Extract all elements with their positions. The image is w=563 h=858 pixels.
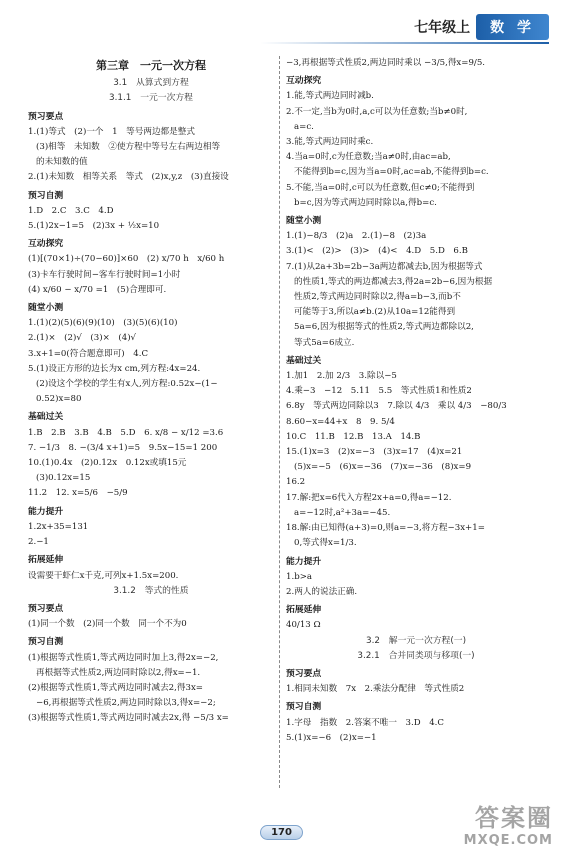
answer-line: b=c,因为等式两边同时除以a,得b=c. (294, 197, 437, 208)
answer-line: (3)卡车行驶时间−客车行驶时间=1小时 (28, 269, 181, 280)
answer-line: 等式5a=6成立. (294, 337, 355, 348)
answer-line: 4.乘−3 −12 5.11 5.5 等式性质1和性质2 (286, 386, 472, 397)
section-heading: 预习自测 (286, 702, 322, 713)
answer-line: a=−12时,a²+3a=−45. (294, 507, 391, 518)
right-answers (286, 56, 546, 746)
answer-line: −3,再根据等式性质2,两边同时乘以 −3/5,得x=9/5. (286, 58, 486, 68)
answer-line: 1.B 2.B 3.B 4.B 5.D 6. x/8 − x/12 =3.6 (28, 427, 224, 438)
answer-line: 7.(1)从2a+3b=2b−3a两边都减去b,因为根据等式 (286, 261, 483, 272)
answer-line: 再根据等式性质2,两边同时除以2,得x=−1. (36, 667, 201, 678)
answer-line: 5.(1)x=−6 (2)x=−1 (286, 732, 377, 743)
answer-line: 15.(1)x=3 (2)x=−3 (3)x=17 (4)x=21 (286, 447, 463, 458)
answer-line: 5.不能,当a=0时,c可以为任意数,但c≠0;不能得到 (286, 182, 475, 193)
section-heading: 基础过关 (286, 355, 322, 366)
watermark-en: MXQE.COM (463, 833, 553, 848)
section-heading: 预习自测 (28, 637, 64, 648)
answer-line: 7. −1/3 8. −(3/4 x+1)=5 9.5x−15=1 200 (28, 442, 218, 453)
answer-line: 3.(1)< (2)> (3)> (4)< 4.D 5.D 6.B (286, 246, 468, 257)
header-rule (260, 42, 549, 44)
answer-line: 的未知数的值 (36, 157, 88, 168)
answer-line: 1.加1 2.加 2/3 3.除以−5 (286, 371, 397, 382)
section-heading: 能力提升 (286, 556, 322, 567)
answer-line: 2.两人的说法正确. (286, 586, 358, 597)
answer-line: 1.2x+35=131 (28, 521, 89, 532)
answer-line: 3.能,等式两边同时乘c. (286, 137, 374, 148)
answer-line: (3)相等 未知数 ②使方程中等号左右两边相等 (36, 142, 221, 153)
page-number-label: 170 (260, 825, 303, 840)
column-divider (279, 56, 280, 788)
answer-line: −6,再根据等式性质2,两边同时除以3,得x=−2; (36, 698, 216, 709)
answer-line: (1)[(70×1)÷(70−60)]×60 (2) x/70 h x/60 h (28, 254, 225, 265)
answer-line: (4) x/60 − x/70 =1 (5)合理即可. (28, 284, 167, 295)
answer-line: a=c. (294, 121, 314, 132)
answer-line: (3)0.12x=15 (36, 473, 91, 484)
right-column (286, 56, 546, 746)
answer-line: (5)x=−5 (6)x=−36 (7)x=−36 (8)x=9 (294, 462, 472, 473)
answer-line: 不能得到b=c,因为当a=0时,ac=ab,不能得到b=c. (294, 167, 489, 178)
answer-line: 17.解:把x=6代入方程2x+a=0,得a=−12. (286, 492, 452, 503)
answer-line: 2.−1 (28, 537, 49, 548)
left-answers (28, 110, 274, 727)
answer-line: (2)根据等式性质1,等式两边同时减去2,得3x= (28, 682, 203, 693)
subsection-title: 3.1.1 一元一次方程 (109, 93, 193, 104)
section-heading: 预习要点 (28, 111, 64, 122)
answer-line: 的性质1,等式的两边都减去3,得2a=2b−6,因为根据 (294, 276, 493, 287)
answer-line: 1.相同未知数 7x 2.乘法分配律 等式性质2 (286, 684, 465, 695)
answer-line: 设需要干虾仁x千克,可列x+1.5x=200. (28, 570, 179, 581)
answer-line: 5.(1)2x−1=5 (2)3x + ½x=10 (28, 221, 160, 232)
section-heading: 预习要点 (286, 668, 322, 679)
section-heading: 拓展延伸 (28, 555, 64, 566)
section-heading: 预习自测 (28, 190, 64, 201)
grade-label: 七年级上 (414, 20, 471, 36)
answer-line: 1.(1)等式 (2)一个 1 等号两边都是整式 (28, 126, 195, 137)
answer-line: 18.解:由已知得(a+3)=0,则a=−3,将方程−3x+1= (286, 523, 485, 534)
answer-line: (1)根据等式性质1,等式两边同时加上3,得2x=−2, (28, 652, 219, 663)
answer-line: 10.C 11.B 12.B 13.A 14.B (286, 431, 421, 442)
answer-line: 5.(1)设正方形的边长为x cm,列方程:4x=24. (28, 363, 201, 374)
answer-line: (3)根据等式性质1,等式两边同时减去2x,得 −5/3 x= (28, 713, 229, 724)
answer-line: 4.当a=0时,c为任意数;当a≠0时,由ac=ab, (286, 152, 451, 163)
answer-line: (1)同一个数 (2)同一个数 同一个不为0 (28, 619, 187, 630)
answer-line: 1.b>a (286, 571, 313, 582)
answer-line: 8.60−x=44+x 8 9. 5/4 (286, 416, 395, 427)
subject-badge: 数 学 (476, 14, 549, 40)
chapter-title: 第三章 一元一次方程 (96, 59, 206, 72)
section-heading: 随堂小测 (28, 303, 64, 314)
subsection-heading: 3.1.2 等式的性质 (113, 585, 189, 596)
answer-line: 5a=6,因为根据等式的性质2,等式两边都除以2, (294, 322, 474, 333)
watermark-logo (403, 798, 553, 852)
section-heading: 预习要点 (28, 603, 64, 614)
answer-line: 0.52)x=80 (36, 394, 82, 405)
answer-line: 0,等式得x=1/3. (294, 538, 357, 549)
answer-line: 可能等于3,所以a≠b.(2)从10a=12能得到 (294, 307, 456, 318)
answer-line: 3.x+1=0(符合题意即可) 4.C (28, 348, 149, 359)
answer-line: (2)设这个学校的学生有x人,列方程:0.52x−(1− (36, 379, 218, 390)
page-header (414, 14, 549, 40)
subsection-heading: 3.2.1 合并同类项与移项(一) (357, 650, 475, 661)
answer-line: 2.(1)未知数 相等关系 等式 (2)x,y,z (3)直接设 (28, 172, 229, 183)
answer-line: 16.2 (286, 477, 306, 488)
section-heading: 能力提升 (28, 506, 64, 517)
section-heading: 互动探究 (286, 76, 322, 87)
answer-line: 40/13 Ω (286, 620, 321, 631)
subsection-heading: 3.2 解一元一次方程(一) (365, 635, 467, 646)
section-heading: 随堂小测 (286, 216, 322, 227)
section-heading: 互动探究 (28, 239, 64, 250)
answer-line: 2.(1)× (2)√ (3)× (4)√ (28, 333, 137, 344)
answer-line: 10.(1)0.4x (2)0.12x 0.12x或填15元 (28, 458, 187, 469)
answer-line: 1.字母 指数 2.答案不唯一 3.D 4.C (286, 717, 444, 728)
section-heading: 拓展延伸 (286, 605, 322, 616)
section-heading: 基础过关 (28, 412, 64, 423)
answer-line: 1.(1)(2)(5)(6)(9)(10) (3)(5)(6)(10) (28, 318, 178, 329)
watermark-cn: 答案圈 (475, 804, 553, 832)
answer-line: 1.能,等式两边同时减b. (286, 91, 374, 102)
answer-line: 性质2,等式两边同时除以2,得a=b−3,而b不 (294, 292, 461, 303)
answer-line: 1.(1)−8/3 (2)a 2.(1)−8 (2)3a (286, 231, 427, 242)
answer-line: 2.不一定,当b为0时,a,c可以为任意数;当b≠0时, (286, 106, 468, 117)
answer-line: 6.8y 等式两边同除以3 7.除以 4/3 乘以 4/3 −80/3 (286, 401, 507, 412)
answer-line: 1.D 2.C 3.C 4.D (28, 205, 114, 216)
answer-line: 11.2 12. x=5/6 −5/9 (28, 488, 128, 499)
section-title: 3.1 从算式到方程 (113, 78, 189, 89)
left-column (28, 56, 274, 727)
